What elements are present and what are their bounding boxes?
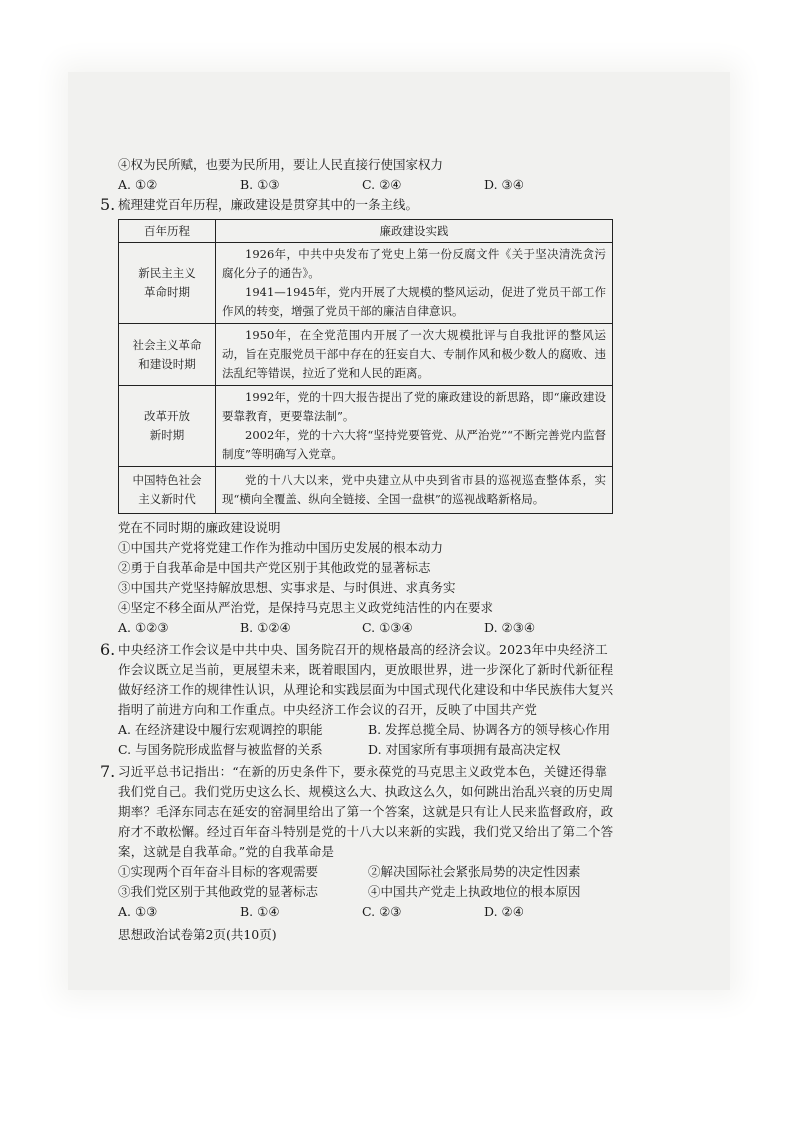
option-b: B. ①④ bbox=[240, 904, 280, 919]
prev-item-4: ④权为民所赋，也要为民所用，要让人民直接行使国家权力 bbox=[118, 157, 444, 172]
statement-1: ①实现两个百年奋斗目标的客观需要 bbox=[118, 864, 319, 879]
statement-2: ②解决国际社会紧张局势的决定性因素 bbox=[368, 864, 581, 879]
answer-options bbox=[118, 720, 618, 740]
option-d: D. 对国家所有事项拥有最高决定权 bbox=[368, 742, 561, 757]
answer-options bbox=[118, 740, 618, 760]
table-row bbox=[119, 243, 613, 324]
prev-options bbox=[118, 175, 618, 195]
practice-cell bbox=[216, 467, 613, 514]
option-c: C. ①③④ bbox=[362, 620, 413, 635]
statement-3: ③我们党区别于其他政党的显著标志 bbox=[118, 884, 319, 899]
period-line: 新民主主义 bbox=[138, 266, 196, 280]
history-table bbox=[118, 219, 613, 514]
statement-1: ①中国共产党将党建工作作为推动中国历史发展的根本动力 bbox=[118, 540, 444, 555]
practice-text: 1941—1945年，党内开展了大规模的整风运动，促进了党员干部工作作风的转变，增强了党员干部的廉洁自律意识。 bbox=[222, 285, 606, 318]
period-cell bbox=[119, 467, 216, 514]
table-header-row bbox=[119, 220, 613, 243]
option-b: B. 发挥总揽全局、协调各方的领导核心作用 bbox=[368, 722, 611, 737]
practice-cell bbox=[216, 386, 613, 467]
page-footer: 思想政治试卷第2页(共10页) bbox=[118, 927, 277, 942]
statement-4: ④中国共产党走上执政地位的根本原因 bbox=[368, 884, 581, 899]
practice-cell bbox=[216, 324, 613, 386]
period-line: 和建设时期 bbox=[138, 356, 196, 371]
option-a: A. 在经济建设中履行宏观调控的职能 bbox=[118, 722, 323, 737]
option-d: D. ③④ bbox=[484, 177, 524, 192]
question-stem: 习近平总书记指出：“在新的历史条件下，要永葆党的马克思主义政党本色，关键还得靠我们党自己。我们党历史这么长、规模这么大、执政这么久，如何跳出治乱兴衰的历史周期率？毛泽东同志在延安的窑洞里给出了第一个答案，这就是只有让人民来监督政府，政府才不敢松懈。经过百年奋斗特别是党的十八大以来新的实践，我们党又给出了第二个答案，这就是自我革命。”党的自我革命是 bbox=[118, 764, 614, 859]
question-6 bbox=[100, 640, 618, 760]
period-line: 新时期 bbox=[149, 428, 185, 442]
question-number: 5. bbox=[100, 195, 116, 214]
question-7 bbox=[100, 762, 618, 922]
question-5 bbox=[100, 195, 618, 638]
period-line: 主义新时代 bbox=[138, 492, 196, 506]
option-d: D. ②③④ bbox=[484, 620, 536, 635]
practice-cell bbox=[216, 243, 613, 324]
page-content bbox=[100, 155, 618, 943]
practice-text: 1992年，党的十四大报告提出了党的廉政建设的新思路，即“廉政建设要靠教育，更要靠法制”。 bbox=[222, 390, 606, 423]
period-line: 社会主义革命 bbox=[132, 337, 202, 352]
column-header-practice: 廉政建设实践 bbox=[216, 220, 613, 243]
table-row bbox=[119, 324, 613, 386]
period-line: 改革开放 bbox=[144, 409, 190, 423]
option-a: A. ①②③ bbox=[118, 620, 169, 635]
practice-text: 1950年，在全党范围内开展了一次大规模批评与自我批评的整风运动，旨在克服党员干部中存在的狂妄自大、专制作风和极少数人的腐败、违法乱纪等错误，拉近了党和人民的距离。 bbox=[222, 328, 606, 380]
statement-4: ④坚定不移全面从严治党，是保持马克思主义政党纯洁性的内在要求 bbox=[118, 600, 494, 615]
period-line: 革命时期 bbox=[144, 285, 190, 299]
question-lead: 党在不同时期的廉政建设说明 bbox=[118, 520, 281, 535]
option-c: C. 与国务院形成监督与被监督的关系 bbox=[118, 742, 323, 757]
option-c: C. ②④ bbox=[362, 177, 402, 192]
practice-text: 党的十八大以来，党中央建立从中央到省市县的巡视巡查整体系，实现“横向全覆盖、纵向全链接、全国一盘棋”的巡视战略新格局。 bbox=[222, 473, 606, 506]
period-cell bbox=[119, 324, 216, 386]
option-b: B. ①③ bbox=[240, 177, 280, 192]
practice-text: 2002年，党的十六大将“坚持党要管党、从严治党”“不断完善党内监督制度”等明确写入党章。 bbox=[222, 428, 606, 461]
question-stem: 中央经济工作会议是中共中央、国务院召开的规格最高的经济会议。2023年中央经济工作会议既立足当前，更展望未来，既着眼国内，更放眼世界，进一步深化了新时代新征程做好经济工作的规律性认识，从理论和实践层面为中国式现代化建设和中华民族伟大复兴指明了前进方向和工作重点。中央经济工作会议的召开，反映了中国共产党 bbox=[118, 642, 614, 717]
question-stem: 梳理建党百年历程，廉政建设是贯穿其中的一条主线。 bbox=[118, 197, 419, 212]
period-cell bbox=[119, 243, 216, 324]
answer-options bbox=[118, 902, 618, 922]
option-a: A. ①③ bbox=[118, 904, 158, 919]
period-line: 中国特色社会 bbox=[132, 473, 202, 487]
statement-2: ②勇于自我革命是中国共产党区别于其他政党的显著标志 bbox=[118, 560, 431, 575]
option-b: B. ①②④ bbox=[240, 620, 291, 635]
statement-row bbox=[118, 862, 618, 882]
option-d: D. ②④ bbox=[484, 904, 524, 919]
practice-text: 1926年，中共中央发布了党史上第一份反腐文件《关于坚决清洗贪污腐化分子的通告》。 bbox=[222, 247, 606, 280]
question-number: 6. bbox=[100, 640, 116, 659]
table-row bbox=[119, 467, 613, 514]
statement-3: ③中国共产党坚持解放思想、实事求是、与时俱进、求真务实 bbox=[118, 580, 456, 595]
option-a: A. ①② bbox=[118, 177, 158, 192]
column-header-period: 百年历程 bbox=[119, 220, 216, 243]
answer-options bbox=[118, 618, 618, 638]
statement-row bbox=[118, 882, 618, 902]
table-row bbox=[119, 386, 613, 467]
period-cell bbox=[119, 386, 216, 467]
option-c: C. ②③ bbox=[362, 904, 402, 919]
question-number: 7. bbox=[100, 762, 116, 781]
